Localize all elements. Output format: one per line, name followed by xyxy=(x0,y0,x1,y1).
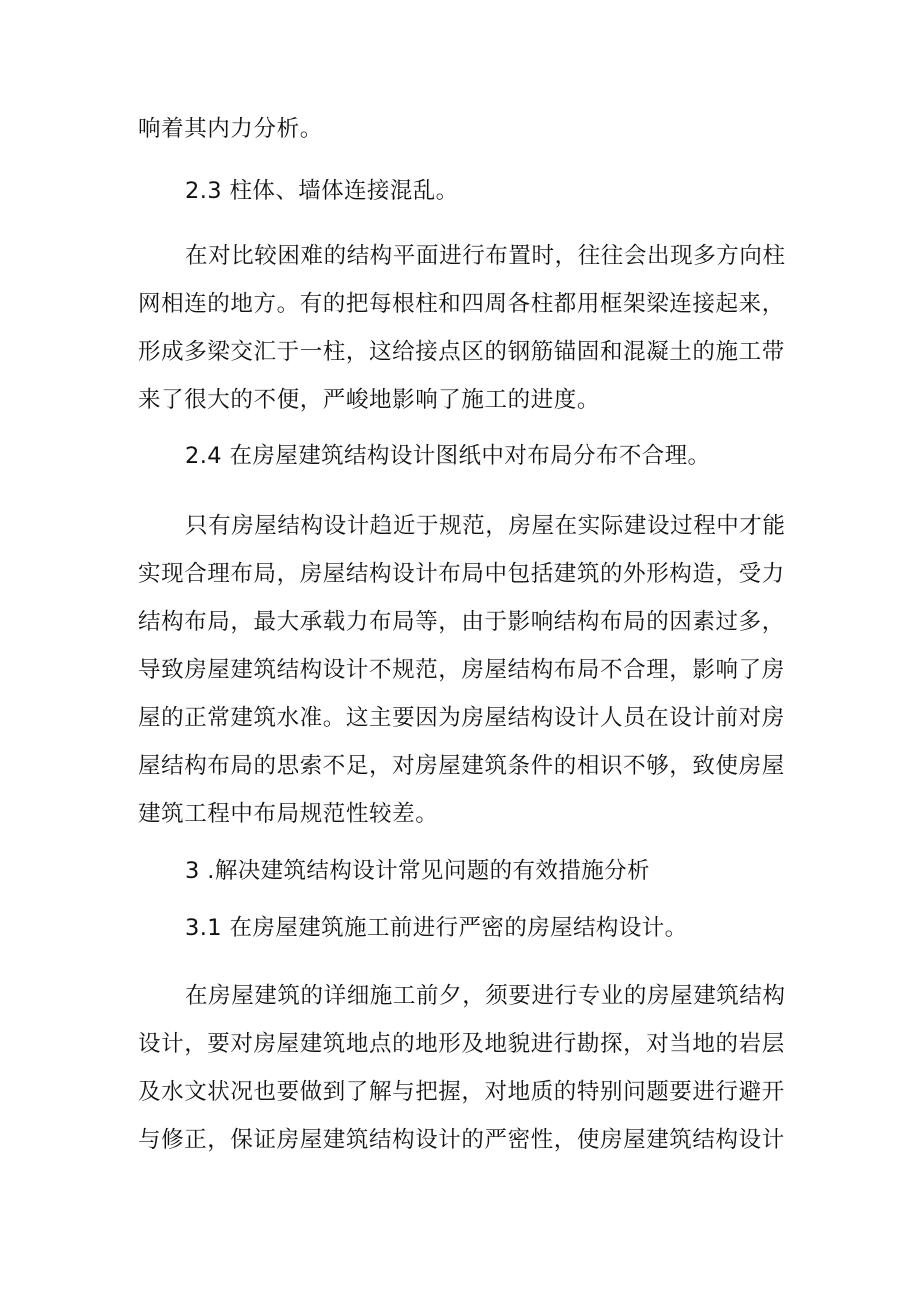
text-line: 及水文状况也要做到了解与把握，对地质的特别问题要进行避开 xyxy=(138,1079,785,1105)
text-line: 形成多梁交汇于一柱，这给接点区的钢筋锚固和混凝土的施工带 xyxy=(138,339,785,365)
text-line: 在对比较困难的结构平面进行布置时，往往会出现多方向柱 xyxy=(185,243,786,269)
text-line: 实现合理布局，房屋结构设计布局中包括建筑的外形构造，受力 xyxy=(138,561,785,587)
text-line: 屋的正常建筑水准。这主要因为房屋结构设计人员在设计前对房 xyxy=(138,705,785,731)
text-line: 来了很大的不便，严峻地影响了施工的进度。 xyxy=(138,387,601,413)
text-line: 屋结构布局的思索不足，对房屋建筑条件的相识不够，致使房屋 xyxy=(138,753,785,779)
text-line: 响着其内力分析。 xyxy=(138,116,323,142)
section-heading-3: 3 .解决建筑结构设计常见问题的有效措施分析 xyxy=(185,858,650,884)
section-heading-3-1: 3.1 在房屋建筑施工前进行严密的房屋结构设计。 xyxy=(185,915,688,941)
text-line: 与修正，保证房屋建筑结构设计的严密性，使房屋建筑结构设计 xyxy=(138,1127,785,1153)
text-line: 在房屋建筑的详细施工前夕，须要进行专业的房屋建筑结构 xyxy=(185,983,786,1009)
text-line: 设计，要对房屋建筑地点的地形及地貌进行勘探，对当地的岩层 xyxy=(138,1031,785,1057)
text-line: 结构布局，最大承载力布局等，由于影响结构布局的因素过多， xyxy=(138,609,785,635)
text-line: 网相连的地方。有的把每根柱和四周各柱都用框架梁连接起来， xyxy=(138,291,785,317)
text-line: 导致房屋建筑结构设计不规范，房屋结构布局不合理，影响了房 xyxy=(138,657,785,683)
section-heading-2-4: 2.4 在房屋建筑结构设计图纸中对布局分布不合理。 xyxy=(185,443,711,469)
section-heading-2-3: 2.3 柱体、墙体连接混乱。 xyxy=(185,178,459,204)
text-line: 建筑工程中布局规范性较差。 xyxy=(138,801,439,827)
text-line: 只有房屋结构设计趋近于规范，房屋在实际建设过程中才能 xyxy=(185,513,786,539)
